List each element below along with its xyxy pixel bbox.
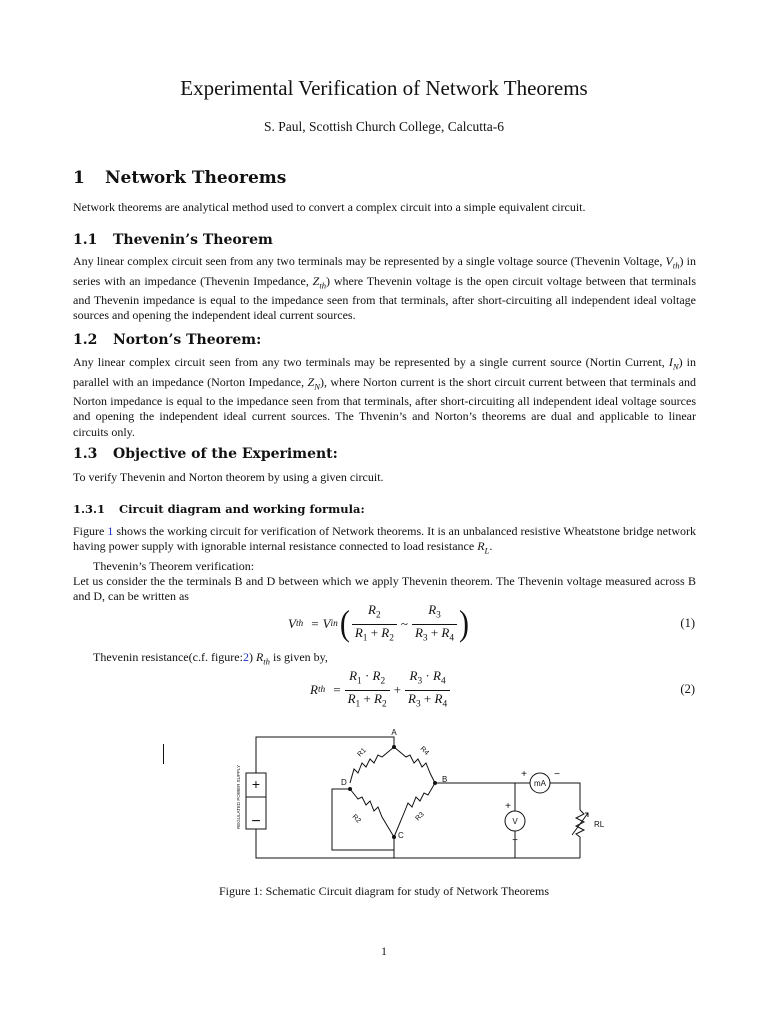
fraction: $\frac{R_3}{R_3 + R_4}$ <box>412 602 457 646</box>
section-title: Thevenin’s Theorem <box>113 232 273 248</box>
r4-label: R4 <box>418 745 430 757</box>
figure-ref-link[interactable]: 1 <box>107 524 114 538</box>
author-line: S. Paul, Scottish Church College, Calcutta-6 <box>264 119 504 134</box>
fraction: $\frac{R_2}{R_1 + R_2}$ <box>352 602 397 646</box>
section-title: Circuit diagram and working formula: <box>119 502 365 516</box>
section-1-heading <box>73 168 286 188</box>
r2-label: R2 <box>350 813 362 825</box>
paragraph-text: Any linear complex circuit seen from any two terminals may be represented by a single current source (Nortin Current, $I_N$) in parallel with an impedance (Norton Impedance, $Z_N$), where Norton current is the short circuit current between that terminals and Norton impedance is equal to the impedance seen from that terminals, after short-circuiting all independent ideal voltage sources and opening the independent ideal current sources. The Thvenin’s and Norton’s theorems are dual and applicable to linear circuits only. <box>73 355 696 439</box>
supply-minus: − <box>251 813 261 830</box>
section-number: 1.1 <box>73 232 98 248</box>
paper-title: Experimental Verification of Network Theorems <box>180 76 588 100</box>
section-1-1-paragraph <box>73 254 696 324</box>
thevenin-resistance-paragraph <box>73 650 696 670</box>
section-1-3-1-paragraph <box>73 524 696 604</box>
section-1-2-heading <box>73 332 261 348</box>
equation-number: (1) <box>680 616 695 630</box>
svg-text:−: − <box>512 835 518 846</box>
node-b-label: B <box>442 775 448 784</box>
section-1-1-heading <box>73 232 273 248</box>
node-d-label: D <box>341 778 347 787</box>
supply-label: REGULATED POWER SUPPLY <box>236 764 241 829</box>
ma-label: mA <box>534 779 546 788</box>
section-title: Objective of the Experiment: <box>113 446 338 462</box>
r1-label: R1 <box>356 747 368 759</box>
r3-label: R3 <box>414 811 426 823</box>
section-number: 1.3 <box>73 446 98 462</box>
section-number: 1 <box>73 168 85 188</box>
paragraph-text: To verify Thevenin and Norton theorem by using a given circuit. <box>73 470 384 484</box>
rl-label: RL <box>594 820 605 829</box>
section-number: 1.2 <box>73 332 98 348</box>
section-1-3-paragraph <box>73 470 696 485</box>
circuit-diagram <box>160 725 620 870</box>
page-number: 1 <box>381 946 387 958</box>
node-a-label: A <box>391 728 397 737</box>
paragraph-text: Figure 1 shows the working circuit for verification of Network theorems. It is an unbalanced resistive Wheatstone bridge network having power supply with ignorable internal resistance connected to load resistance $R_L$. <box>73 524 696 556</box>
fraction: $\frac{R_1 \cdot R_2}{R_1 + R_2}$ <box>345 668 390 712</box>
v-label: V <box>512 817 518 826</box>
node-c-label: C <box>398 831 404 840</box>
section-1-3-heading <box>73 446 338 462</box>
fraction: $\frac{R_3 \cdot R_4}{R_3 + R_4}$ <box>405 668 450 712</box>
document-page: Experimental Verification of Network Theorems S. Paul, Scottish Church College, Calcutta-6 1 Network Theorems Network theorems are analytical method used to convert a complex circuit into a simple equivalent circuit. 1.1 Thevenin’s Theorem Any linear complex circuit seen from any two terminals may be represented by a single voltage source (Thevenin Voltage, $V_{th}$) in series with an impedance (Thevenin Impedance, $Z_{th}$) where Thevenin voltage is the open circuit voltage between that terminals and Thevenin impedance is equal to the impedance seen from that terminals, after short-circuiting all independent ideal voltage sources and opening the independent ideal current sources. 1.2 Norton’s Theorem: Any linear complex circuit seen from any two terminals may be represented by a single current source (Nortin Current, $I_N$) in parallel with an impedance (Norton Impedance, $Z_N$), where Norton current is the short circuit current between that terminals and Norton impedance is equal to the impedance seen from that terminals, after short-circuiting all independent ideal voltage sources and opening the independent ideal current sources. The Thvenin’s and Norton’s theorems are dual and applicable to linear circuits only. 1.3 Objective of the Experiment: To verify Thevenin and Norton theorem by using a given circuit. 1.3.1 Circuit diagram and working formula: Figure 1 shows the working circuit for verification of Network theorems. It is an unbalanced resistive Wheatstone bridge network having power supply with ignorable internal resistance connected to load resistance $R_L$. Thevenin’s Theorem verification: Let us consider the the terminals B and D between which we apply Thevenin theorem. The Thevenin voltage measured across B and D, can be written as V th = V in ( $\frac{R_2}{R_1 + R_2}$ ~ $\frac{R_3}{R_3 + R_4}$ ) (1) Thevenin resistance(c.f. figure:2) $R_{th}$ is given by, R th = $\frac{R_1 \cdot R_2}{R_1 + R_2}$ + $\frac{R_3 \cdot R_4}{R_3 + R_4}$ (2) + − REGULATED POWER SUPPLY mA + − V + − A B C D R1 R4 R2 R3 RL Figure 1: Schematic Circuit diagram for study of Network Theorems 1 <box>0 0 768 1024</box>
svg-text:−: − <box>554 769 560 780</box>
paragraph-text: Thevenin resistance(c.f. figure:2) $R_{th}$ is given by, <box>93 650 328 667</box>
equation-number: (2) <box>680 682 695 696</box>
figure-caption: Figure 1: Schematic Circuit diagram for study of Network Theorems <box>218 884 550 898</box>
section-title: Network Theorems <box>105 168 287 188</box>
figure-ref-link[interactable]: 2 <box>242 650 249 664</box>
paragraph-text: Let us consider the the terminals B and D between which we apply Thevenin theorem. The Thevenin voltage measured across B and D, can be written as <box>73 574 696 604</box>
section-1-2-paragraph <box>73 355 696 440</box>
section-1-paragraph <box>73 200 696 215</box>
paragraph-text: Any linear complex circuit seen from any two terminals may be represented by a single voltage source (Thevenin Voltage, $V_{th}$) in series with an impedance (Thevenin Impedance, $Z_{th}$) where Thevenin voltage is the open circuit voltage between that terminals and Thevenin impedance is equal to the impedance seen from that terminals, after short-circuiting all independent ideal voltage sources and opening the independent ideal current sources. <box>73 254 696 323</box>
paragraph-text: Network theorems are analytical method used to convert a complex circuit into a simple equivalent circuit. <box>73 200 586 214</box>
paragraph-text: Thevenin’s Theorem verification: <box>93 558 255 573</box>
section-number: 1.3.1 <box>73 502 106 516</box>
svg-text:+: + <box>505 801 511 812</box>
supply-plus: + <box>251 776 261 792</box>
section-title: Norton’s Theorem: <box>113 332 262 348</box>
section-1-3-1-heading <box>73 502 365 516</box>
svg-text:+: + <box>521 769 527 780</box>
